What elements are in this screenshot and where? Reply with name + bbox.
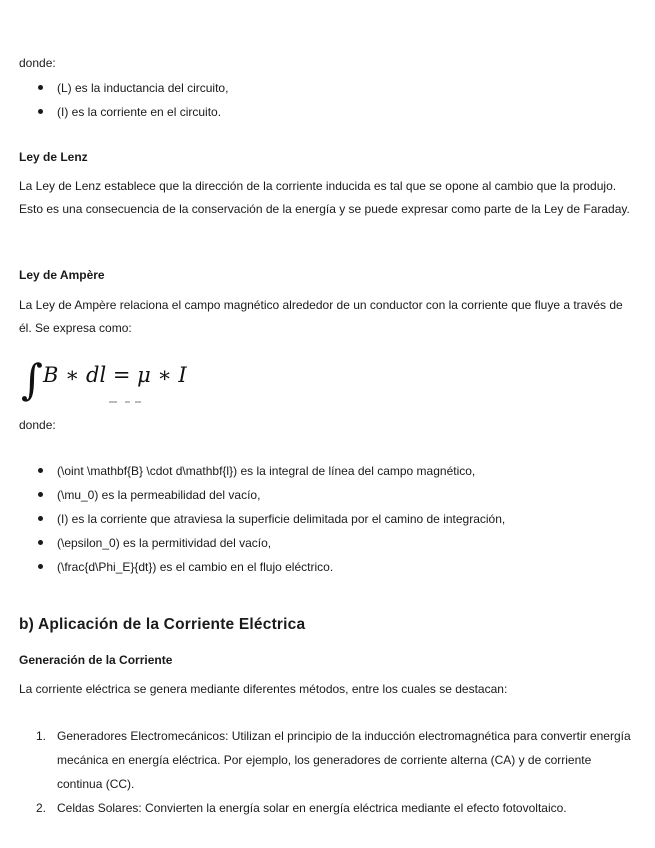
lenz-heading: Ley de Lenz xyxy=(19,150,88,164)
ampere-formula-image xyxy=(21,350,221,404)
donde-label-1: donde: xyxy=(19,56,56,70)
donde-label-2: donde: xyxy=(19,418,56,432)
integral-sign-icon: ∫ xyxy=(21,355,43,404)
svg-text:B ∗ dl = μ ∗ I: B ∗ dl = μ ∗ I xyxy=(43,363,187,387)
list-item: (L) es la inductancia del circuito, xyxy=(19,76,228,100)
generation-methods-list xyxy=(19,724,637,820)
lenz-paragraph: La Ley de Lenz establece que la dirección de la corriente inducida es tal que se opone al cambio que la produjo. Esto es una consecuencia de la conservación de la energía y se puede expresar como parte de la Ley de Faraday. xyxy=(19,179,630,216)
list-item: (\epsilon_0) es la permitividad del vacío, xyxy=(19,531,505,555)
list-number: 2. xyxy=(36,801,47,815)
list-item xyxy=(19,796,637,820)
list-item xyxy=(19,724,637,796)
list-item: (I) es la corriente que atraviesa la superficie delimitada por el camino de integración, xyxy=(19,507,505,531)
list-item: (I) es la corriente en el circuito. xyxy=(19,100,228,124)
ampere-paragraph: La Ley de Ampère relaciona el campo magnético alrededor de un conductor con la corriente que fluye a través de él. Se expresa como: xyxy=(19,298,623,335)
inductance-list xyxy=(19,76,228,124)
ampere-heading: Ley de Ampère xyxy=(19,268,105,282)
generation-subheading: Generación de la Corriente xyxy=(19,653,173,667)
ampere-terms-list xyxy=(19,459,505,579)
list-item: (\oint \mathbf{B} \cdot d\mathbf{l}) es la integral de línea del campo magnético, xyxy=(19,459,505,483)
section-b-heading: b) Aplicación de la Corriente Eléctrica xyxy=(19,616,306,633)
list-item: (\mu_0) es la permeabilidad del vacío, xyxy=(19,483,505,507)
list-number: 1. xyxy=(36,729,47,743)
list-item-text: Celdas Solares: Convierten la energía solar en energía eléctrica mediante el efecto fotovoltaico. xyxy=(57,801,567,815)
list-item-text: Generadores Electromecánicos: Utilizan el principio de la inducción electromagnética para convertir energía mecánica en energía eléctrica. Por ejemplo, los generadores de corriente alterna (CA) y de corriente continua (CC). xyxy=(57,729,631,791)
generation-intro: La corriente eléctrica se genera mediante diferentes métodos, entre los cuales se destacan: xyxy=(19,682,508,696)
list-item: (\frac{d\Phi_E}{dt}) es el cambio en el flujo eléctrico. xyxy=(19,555,505,579)
